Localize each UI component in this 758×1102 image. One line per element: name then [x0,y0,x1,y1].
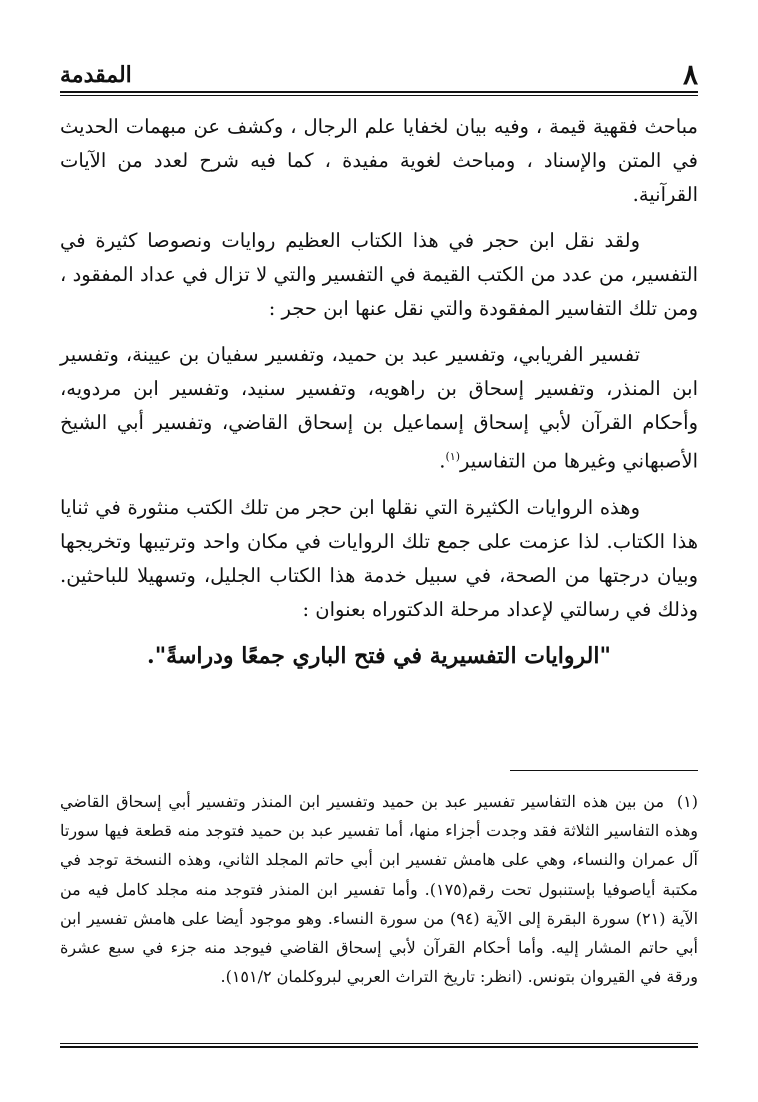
paragraph-3-end: . [439,449,446,473]
page-number: ٨ [682,58,698,91]
footnote-text: من بين هذه التفاسير تفسير عبد بن حميد وتفسير ابن المنذر وتفسير أبي إسحاق القاضي وهذه التفاسير الثلاثة فقد وجدت أجزاء منها، أما تفسير عبد بن حميد فتوجد منه قطعة فيها سورتا آل عمران والنساء، وهي على هامش تفسير ابن أبي حاتم المجلد الثاني، وهذه النسخة توجد في مكتبة أياصوفيا بإستنبول تحت رقم(١٧٥). وأما تفسير ابن المنذر فتوجد منه مجلد كامل فيه من الآية (٢١) سورة البقرة إلى الآية (٩٤) من سورة النساء. وهو موجود أيضا على هامش تفسير ابن أبي حاتم المشار إليه. وأما أحكام القرآن لأبي إسحاق القاضي فيوجد منه جزء في سبع عشرة ورقة في القيروان بتونس. (انظر: تاريخ التراث العربي لبروكلمان ١٥١/٢). [60,792,699,987]
footnote-marker: (١) [676,792,698,811]
footer-rule [60,1043,698,1048]
footnote-reference: (١) [445,450,460,463]
paragraph-2: ولقد نقل ابن حجر في هذا الكتاب العظيم روايات ونصوصا كثيرة في التفسير، من عدد من الكتب القيمة في التفسير والتي لا تزال في عداد المفقود ، ومن تلك التفاسير المفقودة والتي نقل عنها ابن حجر : [60,229,698,320]
paragraph-4: وهذه الروايات الكثيرة التي نقلها ابن حجر من تلك الكتب منثورة في ثنايا هذا الكتاب. لذا عزمت على جمع تلك الروايات في مكان واحد وترتيبها وتخريجها وبيان درجتها من الصحة، في سبيل خدمة هذا الكتاب الجليل، وتسهيلا للباحثين. وذلك في رسالتي لإعداد مرحلة الدكتوراه بعنوان : [60,495,698,621]
paragraph-3-text: تفسير الفريابي، وتفسير عبد بن حميد، وتفسير سفيان بن عيينة، وتفسير ابن المنذر، وتفسير إسحاق بن راهويه، وتفسير سنيد، وتفسير ابن مردويه، وأحكام القرآن لأبي إسحاق إسماعيل بن إسحاق القاضي، وتفسير أبي الشيخ الأصبهاني وغيرها من التفاسير [60,343,698,473]
footnote-separator [510,770,698,771]
paragraph-3 [60,338,698,479]
thesis-title: "الروايات التفسيرية في فتح الباري جمعًا ودراسةً". [147,642,611,669]
paragraph-1: مباحث فقهية قيمة ، وفيه بيان لخفايا علم الرجال ، وكشف عن مبهمات الحديث في المتن والإسناد ، ومباحث لغوية مفيدة ، كما فيه شرح لعدد من الآيات القرآنية. [60,115,698,206]
running-title: المقدمة [60,62,132,88]
page-header [60,56,698,90]
header-rule [60,91,698,96]
footnote [60,787,698,991]
main-text [60,110,698,673]
